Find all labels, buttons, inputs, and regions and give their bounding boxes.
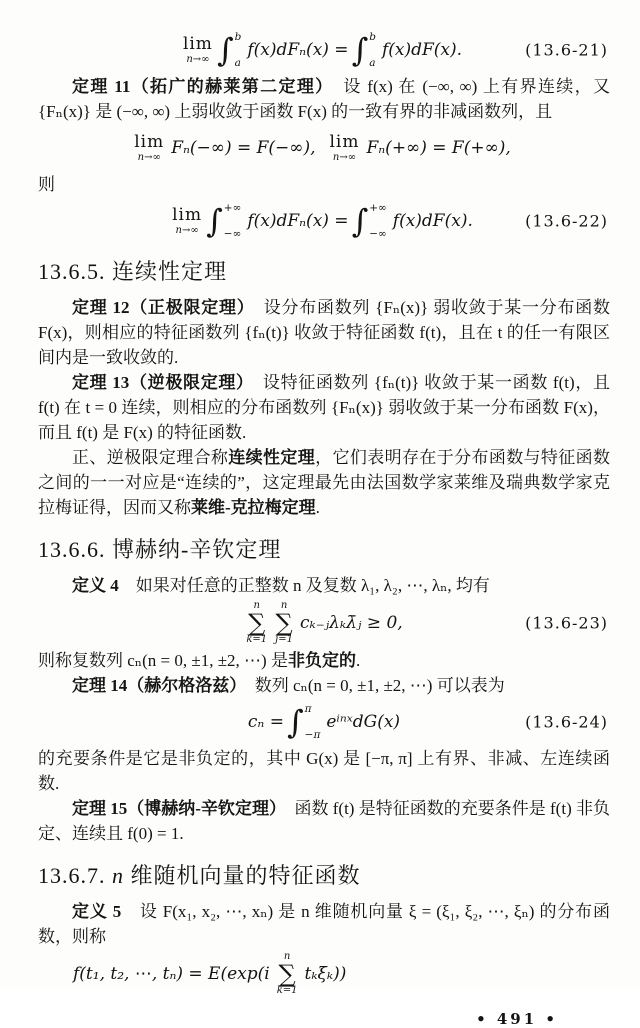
lower-limit: −∞ <box>369 227 387 240</box>
theorem-12-title: 定理 12（正极限定理） <box>72 298 247 317</box>
equation-body <box>245 704 403 741</box>
integral-sign-icon: ∫ <box>206 202 223 240</box>
continuity-theorem-paragraph <box>38 445 610 520</box>
text-segment: ，它们表明存在于分布函数与特征函数之间的一一对应是“连续的”，这定理最先由法国数学家莱维及瑞典数学家克拉梅证得，因而又称 <box>38 448 611 517</box>
math-text: f(x)dFₙ(x) = <box>247 211 349 231</box>
definition-5-title: 定义 5 <box>72 902 122 921</box>
integral <box>352 32 379 69</box>
lower-limit: j=1 <box>275 634 293 645</box>
theorem-15-paragraph <box>38 796 610 846</box>
limit-operator <box>134 131 165 163</box>
bold-term: 莱维-克拉梅定理 <box>191 498 316 517</box>
text-segment: 函数 f(t) 是特征函数的充要条件是 f(t) 非负定、连续且 f(0) = 1. <box>38 799 610 843</box>
integral-sign-icon: ∫ <box>216 31 234 69</box>
lower-limit: −∞ <box>223 227 242 240</box>
theorem-11-title: 定理 11（拓广的赫莱第二定理） <box>72 77 326 96</box>
sigma-icon: ∑ <box>275 609 293 637</box>
math-text: f(x)dF(x). <box>381 40 463 60</box>
nonnegative-definite-paragraph <box>38 648 610 673</box>
sigma-icon: ∑ <box>248 609 266 637</box>
equation-13-6-22 <box>38 200 610 242</box>
equation-13-6-21 <box>38 29 610 71</box>
integral-limits <box>369 32 376 69</box>
then-word: 则 <box>38 175 55 194</box>
theorem-12-paragraph <box>38 295 610 370</box>
theorem-15-title: 定理 15（博赫纳-辛钦定理） <box>72 799 278 818</box>
integral-limits <box>235 32 242 69</box>
theorem-14-title: 定理 14（赫尔格洛兹） <box>72 676 238 695</box>
math-text: Fₙ(+∞) = F(+∞), <box>366 138 511 158</box>
lower-limit: k=1 <box>246 634 268 645</box>
bold-term: 非负定的 <box>287 651 356 670</box>
text-segment: 正、逆极限定理合称 <box>72 448 229 467</box>
section-number: 13.6.7. <box>38 863 112 888</box>
math-text: f(x)dFₙ(x) = <box>247 40 349 60</box>
equation-number: (13.6-24) <box>525 712 608 732</box>
lower-limit: −π <box>304 728 321 741</box>
integral-limits <box>369 203 387 240</box>
equation-number: (13.6-23) <box>525 613 608 633</box>
section-heading-13-6-7 <box>38 859 610 890</box>
upper-limit: +∞ <box>369 201 387 214</box>
section-heading-13-6-5: 13.6.5. 连续性定理 <box>38 259 228 284</box>
math-text: Fₙ(−∞) = F(−∞), <box>171 138 316 158</box>
math-variable-n: n <box>112 863 124 888</box>
lim-word: lim <box>134 131 165 152</box>
integral-sign-icon: ∫ <box>351 31 369 69</box>
limit-operator <box>329 131 360 163</box>
upper-limit: n <box>283 951 291 962</box>
lower-limit: a <box>369 56 376 69</box>
equation-body <box>242 601 405 645</box>
upper-limit: π <box>304 702 312 715</box>
equation-13-6-24 <box>38 701 610 743</box>
bold-term: 连续性定理 <box>228 448 316 467</box>
limit-operator <box>172 204 203 236</box>
integral-limits <box>224 203 242 240</box>
equation-body <box>183 32 465 69</box>
section-heading-13-6-6: 13.6.6. 博赫纳-辛钦定理 <box>38 537 282 562</box>
upper-limit: +∞ <box>223 201 242 214</box>
upper-limit: n <box>253 600 260 611</box>
section-title-text: 维随机向量的特征函数 <box>124 863 361 888</box>
text-segment: 设分布函数列 {Fₙ(x)} 弱收敛于某一分布函数 F(x)，则相应的特征函数列 {fₙ(t)} 收敛于特征函数 f(t)，且在 t 的任一有限区间内是一致收敛的. <box>38 298 611 367</box>
lim-word: lim <box>172 204 203 225</box>
lim-subscript: n→∞ <box>175 224 199 236</box>
integral <box>206 203 244 240</box>
text-segment: 设 f(x) 在 (−∞, ∞) 上有界连续，又 {Fₙ(x)} 是 (−∞, ∞) 上弱收敛于函数 F(x) 的一致有界的非减函数列，且 <box>38 77 610 121</box>
page-number: • 491 • <box>476 1010 558 1028</box>
theorem-11-paragraph <box>38 74 610 124</box>
theorem-13-title: 定理 13（逆极限定理） <box>72 373 246 392</box>
herglotz-condition-paragraph: 的充要条件是它是非负定的，其中 G(x) 是 [−π, π] 上有界、非减、左连续函数. <box>38 749 610 793</box>
limit-operator <box>182 33 213 65</box>
summation-operator <box>277 952 298 996</box>
equation-number: (13.6-22) <box>525 211 608 231</box>
integral-sign-icon: ∫ <box>351 202 369 240</box>
integral <box>217 32 244 69</box>
lim-subscript: n→∞ <box>332 151 357 163</box>
equation-body <box>134 131 514 163</box>
integral <box>287 704 323 741</box>
theorem-14-paragraph <box>38 673 610 698</box>
summation-operator <box>246 601 267 645</box>
equation-13-6-23 <box>38 601 610 645</box>
integral-sign-icon: ∫ <box>286 703 304 741</box>
equation-body <box>70 952 349 996</box>
lower-limit: a <box>234 56 241 69</box>
definition-4-paragraph <box>38 573 610 598</box>
lim-word: lim <box>182 33 213 54</box>
text-segment: 则称复数列 cₙ(n = 0, ±1, ±2, ⋯) 是 <box>38 651 288 670</box>
summation-operator <box>275 601 293 645</box>
lower-limit: k=1 <box>276 985 298 996</box>
characteristic-function-formula <box>38 952 610 996</box>
text-segment: 数列 cₙ(n = 0, ±1, ±2, ⋯) 可以表为 <box>237 676 505 695</box>
integral <box>352 203 390 240</box>
definition-5-paragraph <box>38 899 610 949</box>
lim-subscript: n→∞ <box>186 53 210 65</box>
math-text: tₖξₖ)) <box>304 964 347 984</box>
equation-number: (13.6-21) <box>525 40 608 60</box>
definition-4-title: 定义 4 <box>72 576 119 595</box>
text-segment: 如果对任意的正整数 n 及复数 λ₁, λ₂, ⋯, λₙ, 均有 <box>118 576 490 595</box>
math-text: f(x)dF(x). <box>392 211 473 231</box>
math-text: f(t₁, t₂, ⋯, tₙ) = E(exp(i <box>73 964 270 984</box>
text-segment: 设特征函数列 {fₙ(t)} 收敛于某一函数 f(t)，且 f(t) 在 t = 0 连续，则相应的分布函数列 {Fₙ(x)} 弱收敛于某一分布函数 F(x)，而且 f(t) 是 F(x) 的特征函数. <box>38 373 610 442</box>
theorem-13-paragraph <box>38 370 610 445</box>
upper-limit: b <box>234 30 242 43</box>
text-segment: . <box>355 651 361 670</box>
math-text: cₖ₋ⱼλₖλ̄ⱼ ≥ 0, <box>299 613 403 633</box>
text-segment: . <box>315 498 320 517</box>
equation-body <box>172 203 476 240</box>
upper-limit: b <box>369 30 376 43</box>
lim-word: lim <box>329 131 360 152</box>
limit-conditions-formula <box>38 127 610 169</box>
lim-subscript: n→∞ <box>137 151 161 163</box>
sigma-icon: ∑ <box>278 960 296 988</box>
upper-limit: n <box>280 600 288 611</box>
math-text: cₙ = <box>247 712 284 732</box>
integral-limits <box>305 704 321 741</box>
text-segment: 设 F(x₁, x₂, ⋯, xₙ) 是 n 维随机向量 ξ = (ξ₁, ξ₂, ⋯, ξₙ) 的分布函数，则称 <box>38 902 610 946</box>
math-text: eⁱⁿˣdG(x) <box>326 712 401 732</box>
